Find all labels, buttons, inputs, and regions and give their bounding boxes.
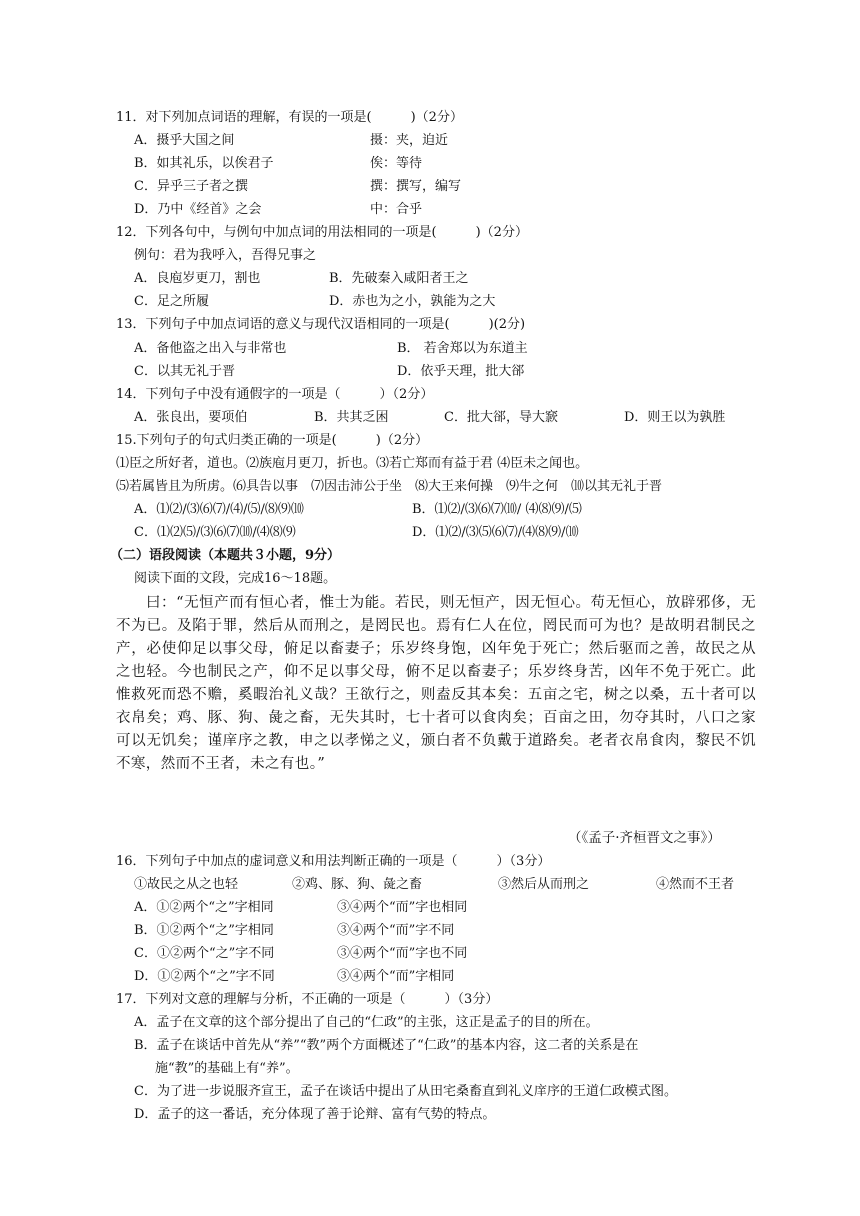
q14-option-b: B．共其乏困 <box>314 410 389 425</box>
classical-passage <box>116 592 756 776</box>
q16-example-3: ③然后从而刑之 <box>498 877 590 892</box>
q13-option-c: C．以其无礼于晋 <box>134 364 235 379</box>
q15-sentences-2: ⑸若属皆且为所虏。⑹具告以事 ⑺因击沛公于坐 ⑻大王来何操 ⑼牛之何 ⑽以其无礼于晋 <box>116 479 663 494</box>
q15-stem: 15.下列句子的句式归类正确的一项是( )（2分） <box>116 433 429 448</box>
passage-intro: 阅读下面的文段，完成16～18题。 <box>134 571 337 586</box>
section-heading: （二）语段阅读（本题共３小题，9分） <box>110 548 341 563</box>
q14-option-d: D．则王以为孰胜 <box>624 410 726 425</box>
q16-option-b-2: ③④两个“而”字不同 <box>337 923 455 938</box>
q13-option-a: A．备他盗之出入与非常也 <box>134 341 287 356</box>
q15-sentences-1: ⑴臣之所好者，道也。⑵族庖月更刀，折也。⑶若亡郑而有益于君 ⑷臣未之闻也。 <box>116 456 589 471</box>
q12-option-d: D．赤也为之小，孰能为之大 <box>329 294 496 309</box>
q17-option-d: D．孟子的这一番话，充分体现了善于论辩、富有气势的特点。 <box>134 1107 496 1122</box>
q17-option-b: B．孟子在谈话中首先从“养”“教”两个方面概述了“仁政”的基本内容，这二者的关系是在 <box>134 1038 639 1053</box>
q11-option-d: D．乃中《经首》之会 <box>134 202 262 217</box>
q12-option-c: C．足之所履 <box>134 294 209 309</box>
q11-option-d-gloss: 中：合乎 <box>370 202 423 217</box>
q16-option-a-2: ③④两个“而”字也相同 <box>337 900 468 915</box>
q15-option-d: D．⑴⑵/⑶⑸⑹⑺/⑷⑻⑼/⑽ <box>412 525 579 540</box>
q17-option-a: A．孟子在文章的这个部分提出了自己的“仁政”的主张，这正是孟子的目的所在。 <box>134 1015 599 1030</box>
q12-option-b: B．先破秦入咸阳者王之 <box>329 271 469 286</box>
q17-option-c: C．为了进一步说服齐宣王，孟子在谈话中提出了从田宅桑畜直到礼义庠序的王道仁政模式图。 <box>134 1084 677 1099</box>
q16-stem: 16．下列句子中加点的虚词意义和用法判断正确的一项是（ ）（3分） <box>116 854 551 869</box>
q17-stem: 17．下列对文意的理解与分析，不正确的一项是（ ）（3分） <box>116 992 499 1007</box>
q16-option-d: D．①②两个“之”字不同 <box>134 969 275 984</box>
q16-example-2: ②鸡、豚、狗、彘之畜 <box>292 877 423 892</box>
q14-option-a: A．张良出，要项伯 <box>134 410 248 425</box>
q16-option-d-2: ③④两个“而”字相同 <box>337 969 455 984</box>
q16-option-b: B．①②两个“之”字相同 <box>134 923 274 938</box>
q15-option-a: A．⑴⑵/⑶⑹⑺/⑷/⑸/⑻⑼⑽ <box>134 502 304 517</box>
q11-stem: 11．对下列加点词语的理解，有误的一项是( )（2分） <box>116 110 463 125</box>
q12-option-a: A．良庖岁更刀，割也 <box>134 271 261 286</box>
q11-option-b-gloss: 俟：等待 <box>370 156 423 171</box>
q16-option-c-2: ③④两个“而”字也不同 <box>337 946 468 961</box>
passage-source: （《孟子·齐桓晋文之事》） <box>568 830 721 846</box>
q14-stem: 14．下列句子中没有通假字的一项是（ ）（2分） <box>116 387 434 402</box>
q12-example: 例句：君为我呼入，吾得兄事之 <box>134 248 317 263</box>
q11-option-c-gloss: 撰：撰写，编写 <box>370 179 462 194</box>
q11-option-c: C．异乎三子者之撰 <box>134 179 248 194</box>
q15-option-c: C．⑴⑵⑸/⑶⑹⑺⑽/⑷⑻⑼ <box>134 525 296 540</box>
q11-option-a: A．摄乎大国之间 <box>134 133 235 148</box>
q17-option-b-cont: 施“教”的基础上有“养”。 <box>155 1061 299 1076</box>
q16-option-c: C．①②两个“之”字不同 <box>134 946 275 961</box>
q12-stem: 12．下列各句中，与例句中加点词的用法相同的一项是( )（2分） <box>116 225 528 240</box>
q16-example-1: ①故民之从之也轻 <box>134 877 239 892</box>
q11-option-b: B．如其礼乐，以俟君子 <box>134 156 274 171</box>
q13-option-b: B． 若舍郑以为东道主 <box>397 341 528 356</box>
passage-text: 曰：“无恒产而有恒心者，惟士为能。若民，则无恒产，因无恒心。苟无恒心，放辟邪侈，无不为已。及陷于罪，然后从而刑之，是罔民也。焉有仁人在位，罔民而可为也？是故明君制民之产，必使仰足以事父母，俯足以畜妻子；乐岁终身饱，凶年免于死亡；然后驱而之善，故民之从之也轻。今也制民之产，仰不足以事父母，俯不足以畜妻子；乐岁终身苦，凶年不免于死亡。此惟救死而恐不赡，奚暇治礼义哉？王欲行之，则盍反其本矣：五亩之宅，树之以桑，五十者可以衣帛矣；鸡、豚、狗、彘之畜，无失其时，七十者可以食肉矣；百亩之田，勿夺其时，八口之家可以无饥矣；谨庠序之教，申之以孝悌之义，颁白者不负戴于道路矣。老者衣帛食肉，黎民不饥不寒，然而不王者，未之有也。” <box>116 595 756 772</box>
q16-example-4: ④然而不王者 <box>656 877 735 892</box>
q16-option-a: A．①②两个“之”字相同 <box>134 900 274 915</box>
q13-stem: 13．下列句子中加点词语的意义与现代汉语相同的一项是( )(2分) <box>116 317 526 332</box>
q14-option-c: C．批大郤，导大窾 <box>444 410 558 425</box>
q13-option-d: D．依乎天理，批大郤 <box>397 364 525 379</box>
q11-option-a-gloss: 摄：夹，迫近 <box>370 133 449 148</box>
q15-option-b: B．⑴⑵/⑶⑹⑺⑽/ ⑷⑻⑼/⑸ <box>412 502 582 517</box>
